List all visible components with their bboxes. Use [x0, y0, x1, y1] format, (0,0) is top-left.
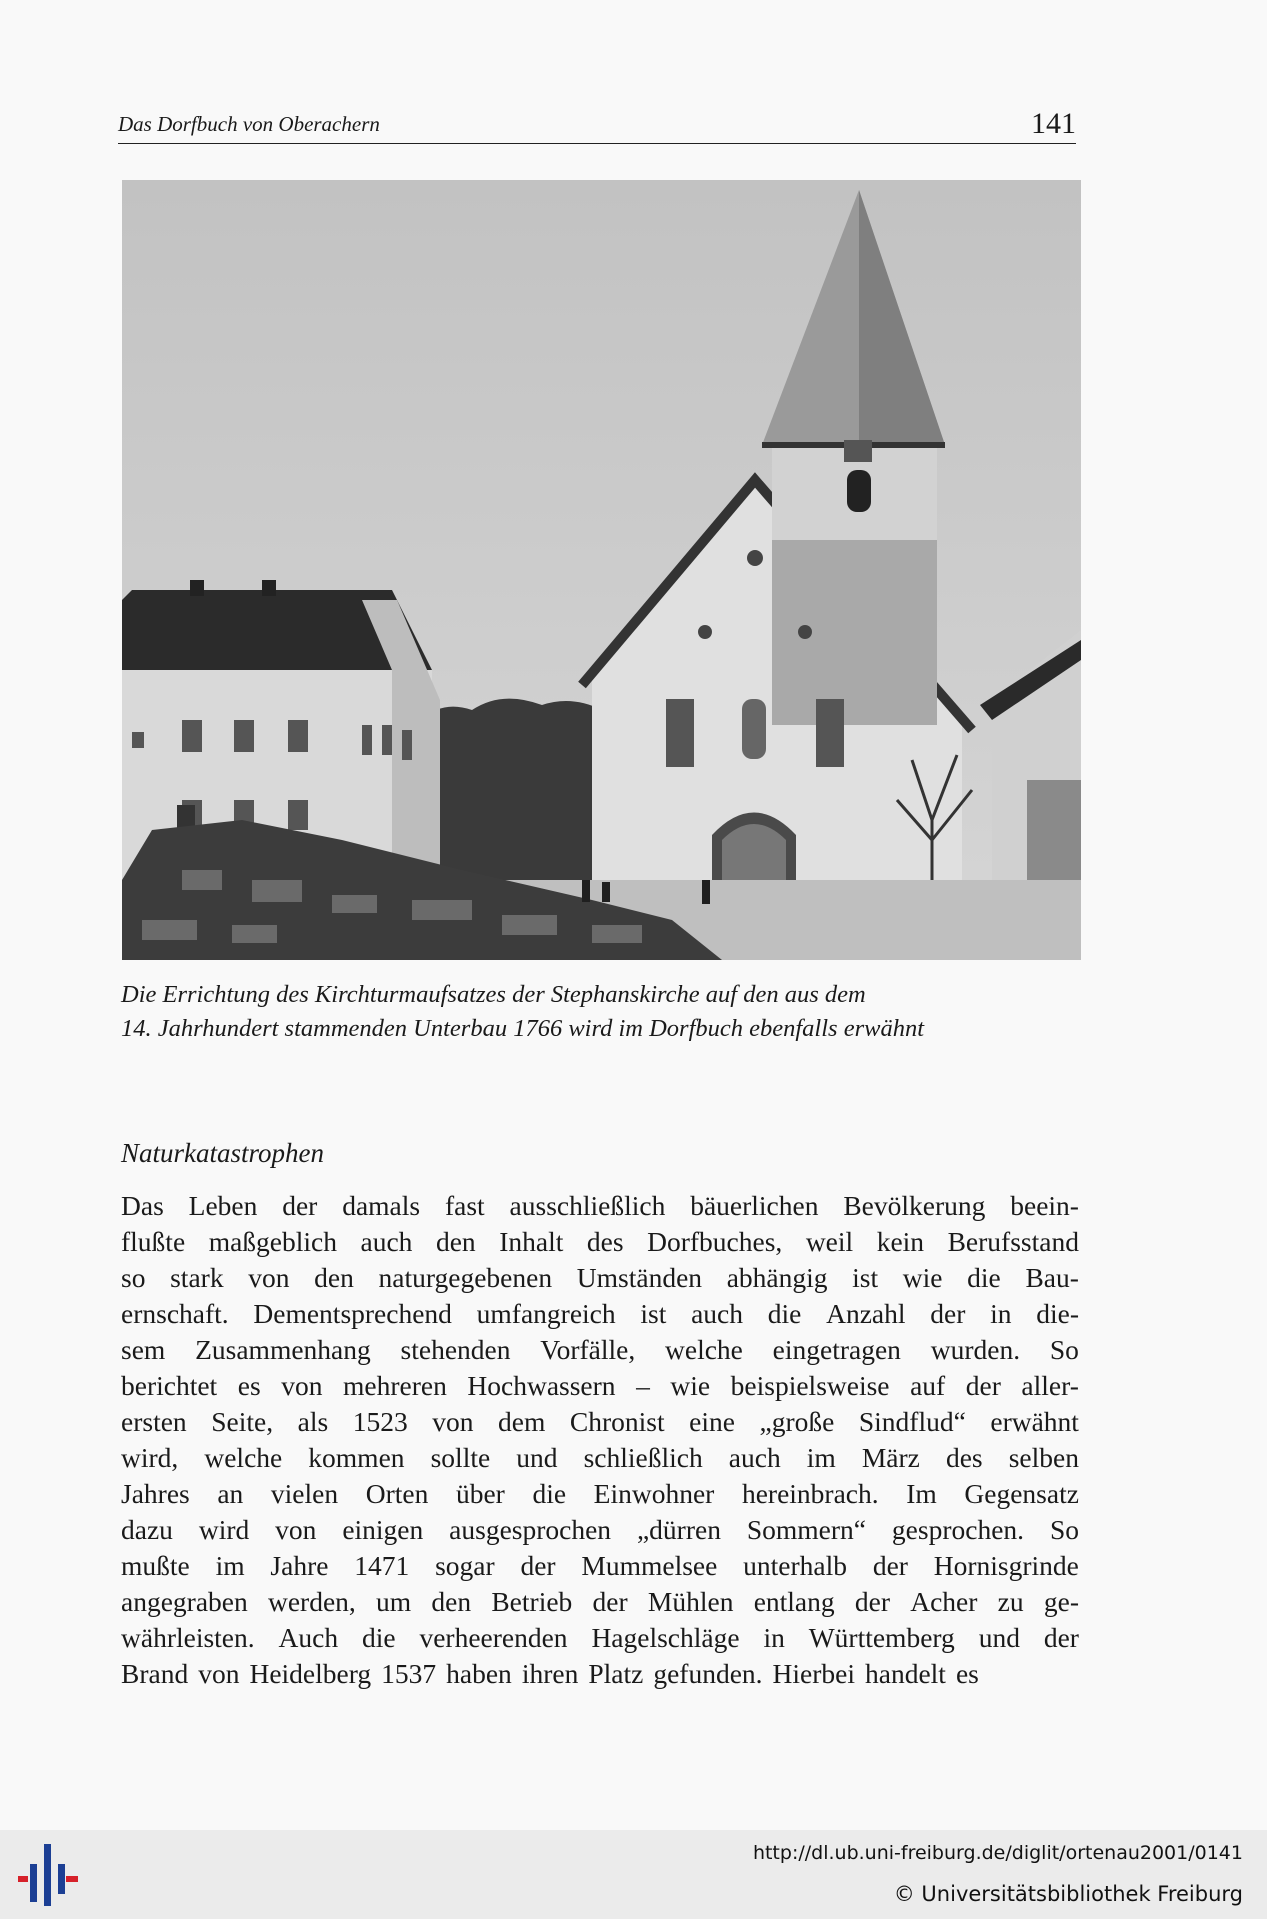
body-word: bäuerlichen: [690, 1190, 819, 1221]
body-word: eingetragen: [772, 1334, 901, 1365]
body-word: die: [532, 1478, 567, 1509]
body-word: den: [431, 1586, 472, 1617]
body-word: im: [806, 1442, 836, 1473]
body-word: mußte: [121, 1550, 190, 1581]
body-word: in: [763, 1622, 785, 1653]
body-word: einigen: [342, 1514, 424, 1545]
body-word: stehenden: [400, 1334, 511, 1365]
body-word: des: [586, 1226, 624, 1257]
body-line: [121, 1476, 1079, 1512]
body-word: Anzahl: [826, 1298, 906, 1329]
body-word: wie: [902, 1262, 943, 1293]
body-word: flußte: [121, 1226, 186, 1257]
body-word: der: [592, 1586, 628, 1617]
body-word: Mummelsee: [581, 1550, 718, 1581]
body-word: ersten: [121, 1406, 187, 1437]
body-word: –: [636, 1370, 650, 1401]
body-word: von: [275, 1514, 317, 1545]
body-word: ausgesprochen: [449, 1514, 612, 1545]
body-word: beein-: [1010, 1190, 1079, 1221]
body-word: beispielsweise: [730, 1370, 890, 1401]
body-word: Bevölkerung: [843, 1190, 986, 1221]
body-word: naturgegebenen: [378, 1262, 553, 1293]
page-number: 141: [1031, 107, 1076, 140]
figure-caption: [121, 978, 1091, 1046]
body-word: Jahre: [270, 1550, 329, 1581]
body-word: die: [967, 1262, 1001, 1293]
body-word: auch: [728, 1442, 781, 1473]
body-word: Dorfbuches,: [647, 1226, 783, 1257]
body-word: die-: [1036, 1298, 1079, 1329]
body-word: der: [282, 1190, 318, 1221]
body-word: entlang: [753, 1586, 835, 1617]
body-word: weil: [805, 1226, 854, 1257]
body-word: Das: [121, 1190, 164, 1221]
body-word: Bau-: [1025, 1262, 1079, 1293]
body-word: wird,: [121, 1442, 179, 1473]
source-url-link[interactable]: http://dl.ub.uni-freiburg.de/diglit/ortenau2001/0141: [752, 1842, 1243, 1864]
body-word: Auch: [278, 1622, 339, 1653]
body-word: haben: [446, 1658, 512, 1689]
body-word: erwähnt: [990, 1406, 1079, 1437]
body-word: Chronist: [569, 1406, 665, 1437]
body-word: ausschließlich: [509, 1190, 666, 1221]
section-heading: Naturkatastrophen: [121, 1138, 325, 1168]
body-word: verheerenden: [419, 1622, 568, 1653]
body-word: der: [872, 1550, 908, 1581]
body-word: Leben: [188, 1190, 258, 1221]
body-word: welche: [204, 1442, 283, 1473]
body-word: Umständen: [576, 1262, 703, 1293]
body-word: berichtet: [121, 1370, 218, 1401]
body-word: Im: [906, 1478, 937, 1509]
body-line: [121, 1260, 1079, 1296]
body-word: Betrieb: [491, 1586, 573, 1617]
body-word: Platz: [588, 1658, 644, 1689]
copyright-notice: © Universitätsbibliothek Freiburg: [893, 1882, 1243, 1906]
body-word: und: [516, 1442, 558, 1473]
body-line: [121, 1188, 1079, 1224]
body-word: Hierbei: [772, 1658, 855, 1689]
body-word: ist: [852, 1262, 879, 1293]
body-word: März: [861, 1442, 920, 1473]
body-word: 1471: [354, 1550, 410, 1581]
body-word: gefunden.: [653, 1658, 763, 1689]
body-line: [121, 1440, 1079, 1476]
body-word: den: [314, 1262, 354, 1293]
body-word: der: [854, 1586, 890, 1617]
church-photo-drawing: [122, 180, 1081, 960]
body-word: umfangreich: [476, 1298, 616, 1329]
body-word: währleisten.: [121, 1622, 255, 1653]
page-header: [118, 103, 1076, 144]
body-word: des: [945, 1442, 983, 1473]
body-word: die: [361, 1622, 396, 1653]
caption-line-1: Die Errichtung des Kirchturmaufsatzes der Stephanskirche auf den aus dem: [121, 981, 866, 1008]
body-word: zu: [997, 1586, 1024, 1617]
body-word: Einwohner: [593, 1478, 715, 1509]
body-word: der: [1043, 1622, 1079, 1653]
body-word: „dürren: [636, 1514, 721, 1545]
body-word: die: [767, 1298, 802, 1329]
body-word: selben: [1008, 1442, 1079, 1473]
ub-freiburg-logo-icon: [16, 1840, 80, 1910]
library-footer: [0, 1830, 1267, 1919]
body-word: unterhalb: [743, 1550, 848, 1581]
body-word: Sindflud“: [858, 1406, 966, 1437]
body-word: „große: [759, 1406, 835, 1437]
body-word: damals: [342, 1190, 421, 1221]
body-word: so: [121, 1262, 146, 1293]
body-word: wird: [198, 1514, 250, 1545]
body-word: Vorfälle,: [540, 1334, 636, 1365]
body-word: ge-: [1043, 1586, 1079, 1617]
body-word: Inhalt: [499, 1226, 564, 1257]
body-word: Zusammenhang: [195, 1334, 371, 1365]
body-word: Orten: [365, 1478, 429, 1509]
body-word: Seite,: [211, 1406, 274, 1437]
body-word: Gegensatz: [964, 1478, 1079, 1509]
body-word: auch: [360, 1226, 413, 1257]
body-word: dazu: [121, 1514, 173, 1545]
body-word: 1523: [352, 1406, 408, 1437]
body-line: [121, 1620, 1079, 1656]
body-word: Heidelberg: [249, 1658, 372, 1689]
body-word: den: [435, 1226, 476, 1257]
body-line: [121, 1368, 1079, 1404]
body-word: 1537: [381, 1658, 437, 1689]
body-word: im: [215, 1550, 245, 1581]
body-word: Acher: [910, 1586, 978, 1617]
body-word: gesprochen.: [891, 1514, 1025, 1545]
body-word: um: [376, 1586, 412, 1617]
body-word: Mühlen: [647, 1586, 734, 1617]
body-word: dem: [498, 1406, 546, 1437]
body-word: Sommern“: [746, 1514, 867, 1545]
church-photo: [122, 180, 1081, 960]
body-word: der: [965, 1370, 1001, 1401]
body-word: Brand: [121, 1658, 189, 1689]
body-word: Hochwassern: [467, 1370, 616, 1401]
body-word: von: [432, 1406, 474, 1437]
body-word: kommen: [308, 1442, 405, 1473]
body-word: ihren: [521, 1658, 579, 1689]
body-word: in: [990, 1298, 1012, 1329]
body-line: [121, 1584, 1079, 1620]
body-word: fast: [444, 1190, 485, 1221]
body-word: sollte: [430, 1442, 491, 1473]
running-title: Das Dorfbuch von Oberachern: [118, 112, 380, 136]
body-word: vielen: [270, 1478, 339, 1509]
body-text: [121, 1188, 1079, 1692]
body-word: aller-: [1021, 1370, 1079, 1401]
body-word: der: [930, 1298, 966, 1329]
body-word: es: [955, 1658, 979, 1689]
body-word: Berufsstand: [947, 1226, 1079, 1257]
body-word: hereinbrach.: [741, 1478, 879, 1509]
body-word: sogar: [435, 1550, 495, 1581]
body-word: So: [1049, 1514, 1079, 1545]
body-word: auch: [691, 1298, 743, 1329]
body-word: der: [520, 1550, 556, 1581]
body-word: es: [237, 1370, 261, 1401]
body-word: So: [1049, 1334, 1079, 1365]
body-word: mehreren: [343, 1370, 447, 1401]
body-word: werden,: [267, 1586, 356, 1617]
body-line: [121, 1512, 1079, 1548]
body-line: [121, 1332, 1079, 1368]
body-word: schließlich: [583, 1442, 703, 1473]
body-line: [121, 1224, 1079, 1260]
body-word: als: [297, 1406, 329, 1437]
body-line: [121, 1548, 1079, 1584]
body-word: Württemberg: [808, 1622, 955, 1653]
body-word: angegraben: [121, 1586, 248, 1617]
caption-line-2: 14. Jahrhundert stammenden Unterbau 1766 wird im Dorfbuch ebenfalls erwähnt: [121, 1015, 925, 1042]
body-word: stark: [170, 1262, 224, 1293]
body-word: eine: [689, 1406, 735, 1437]
body-word: Jahres: [121, 1478, 190, 1509]
body-line: [121, 1404, 1079, 1440]
body-word: ist: [640, 1298, 667, 1329]
body-word: von: [281, 1370, 323, 1401]
body-word: an: [217, 1478, 244, 1509]
body-word: auf: [910, 1370, 946, 1401]
body-word: handelt: [865, 1658, 946, 1689]
body-word: über: [455, 1478, 505, 1509]
body-word: Dementsprechend: [253, 1298, 452, 1329]
body-line: [121, 1296, 1079, 1332]
body-word: sem: [121, 1334, 166, 1365]
body-word: Hornisgrinde: [933, 1550, 1079, 1581]
body-word: wie: [670, 1370, 711, 1401]
body-line: [121, 1656, 1079, 1692]
body-word: wurden.: [930, 1334, 1021, 1365]
body-word: kein: [876, 1226, 925, 1257]
body-word: ernschaft.: [121, 1298, 229, 1329]
body-word: Hagelschläge: [591, 1622, 740, 1653]
body-word: und: [978, 1622, 1020, 1653]
body-word: von: [248, 1262, 290, 1293]
body-word: von: [198, 1658, 240, 1689]
body-word: abhängig: [726, 1262, 828, 1293]
body-word: welche: [665, 1334, 743, 1365]
body-word: maßgeblich: [208, 1226, 337, 1257]
